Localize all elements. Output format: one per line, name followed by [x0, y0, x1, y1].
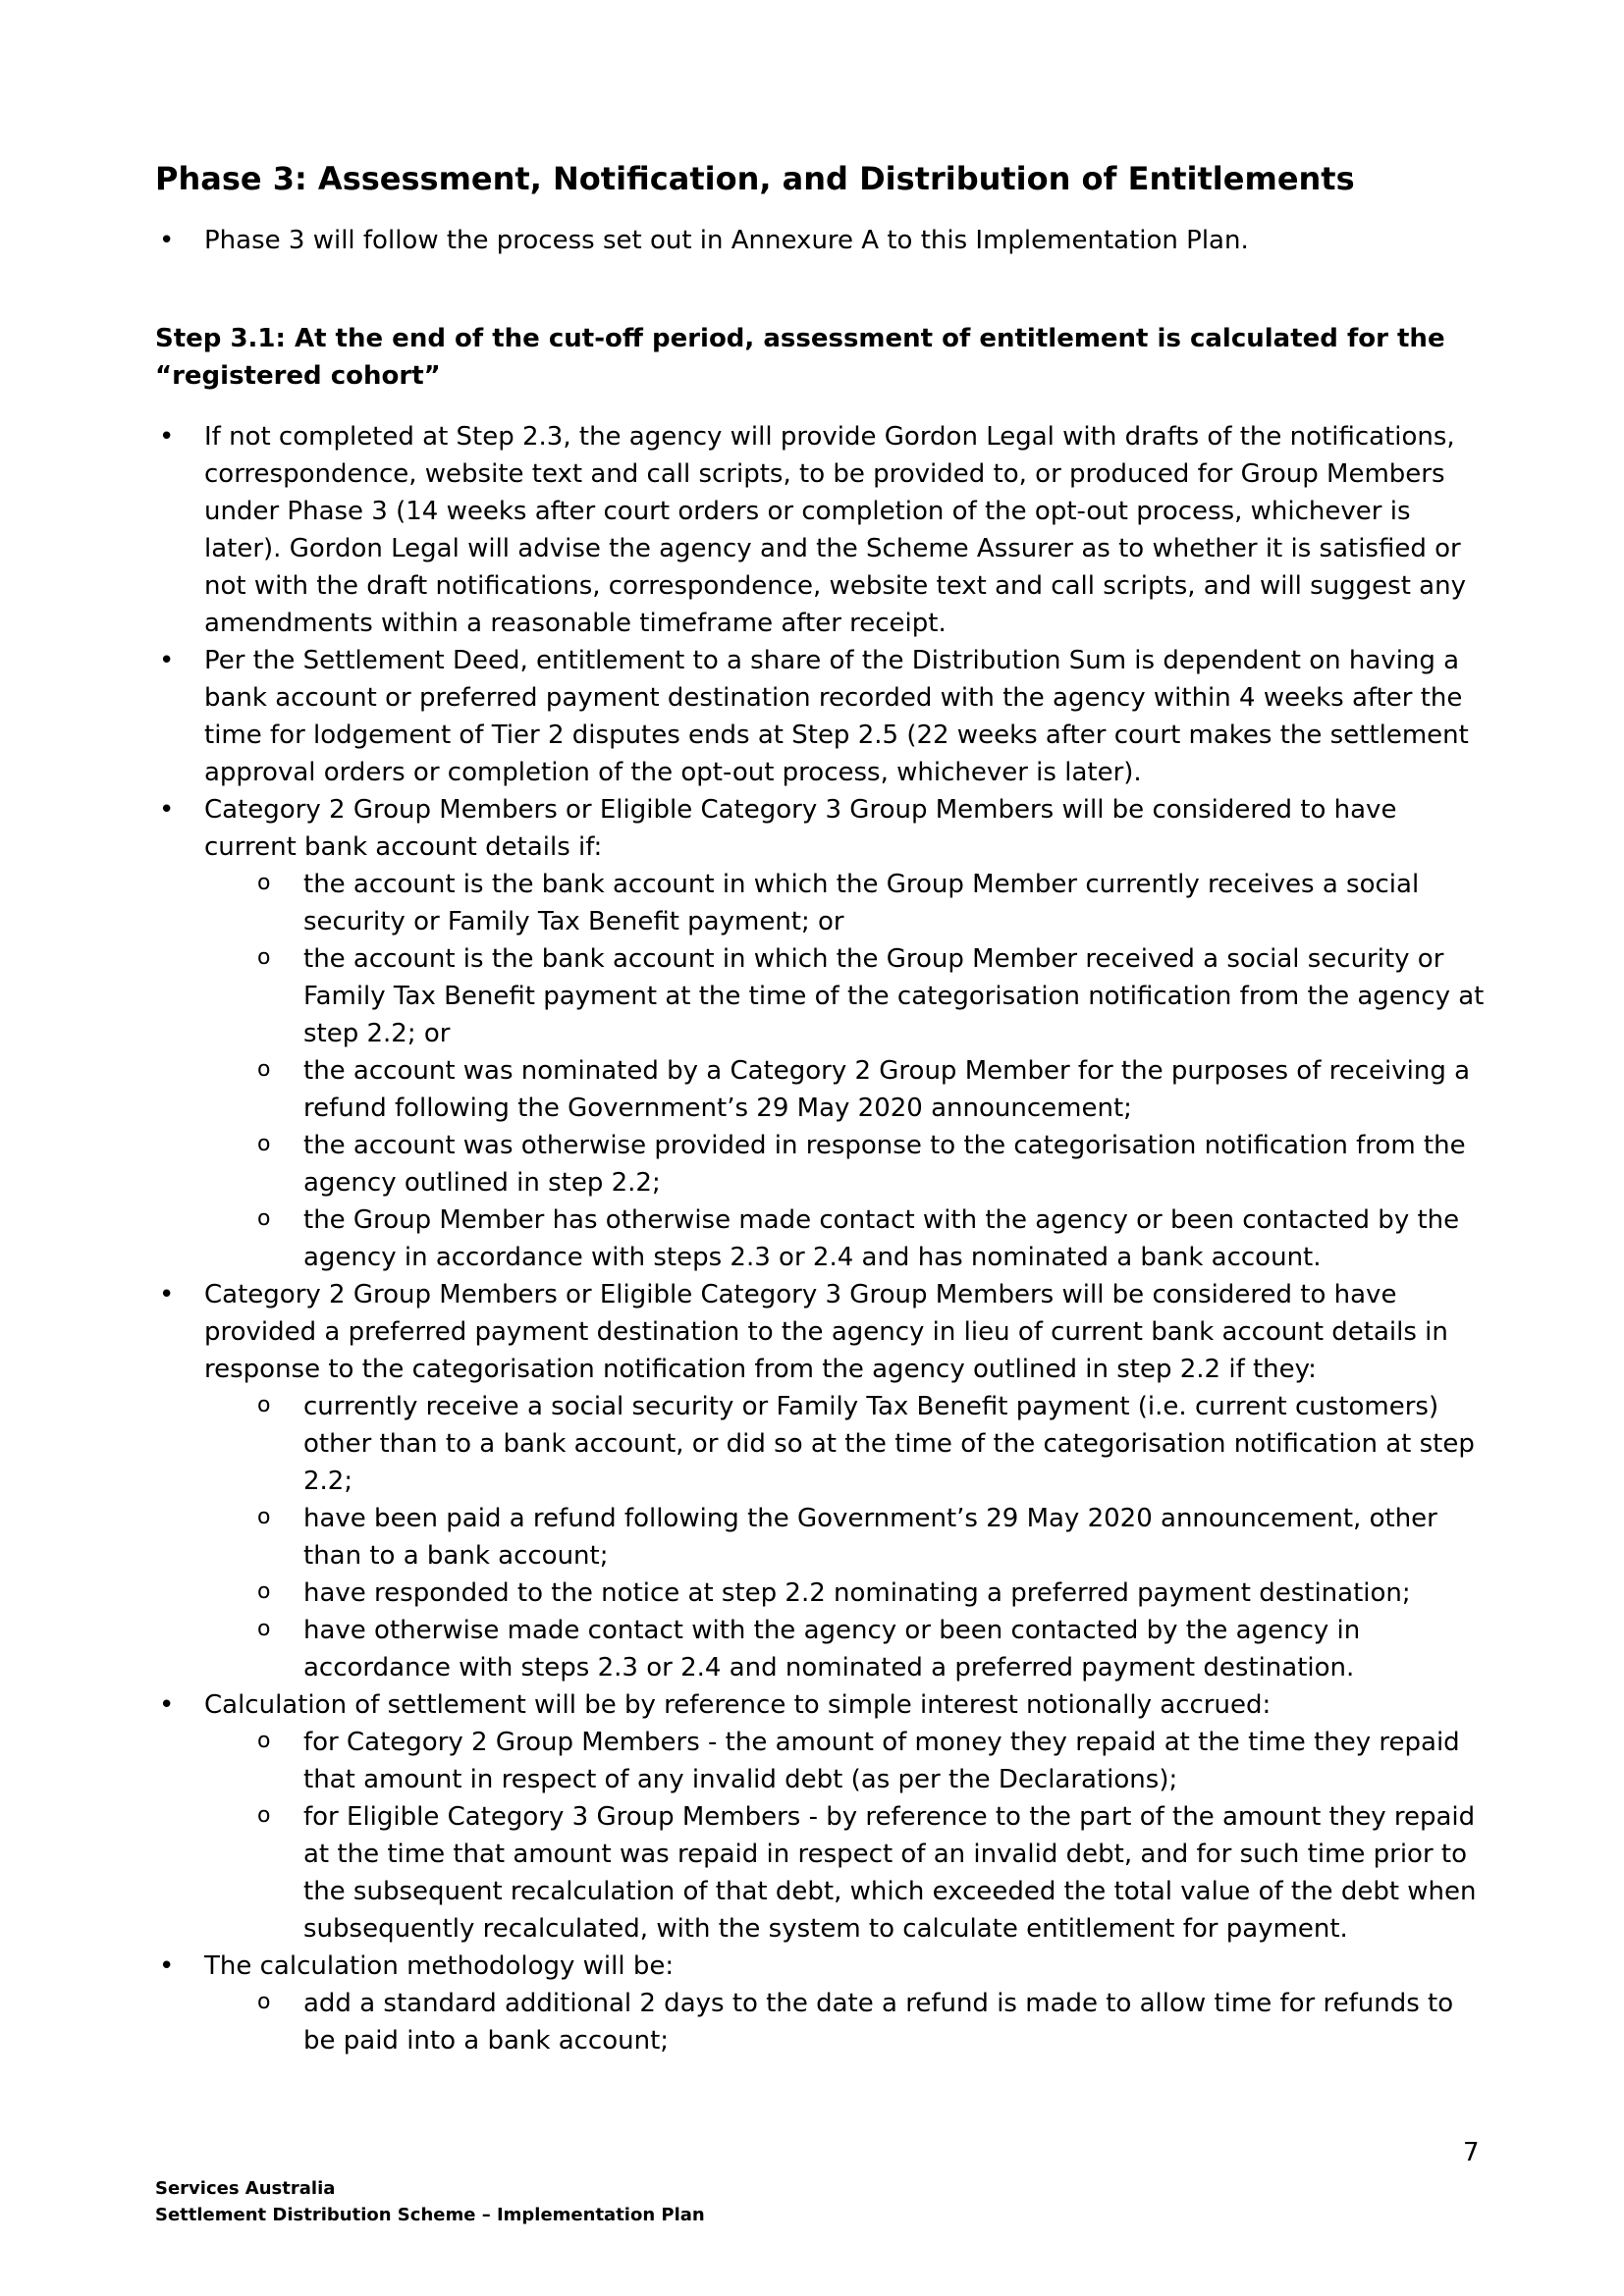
sub-list-item: o the account was otherwise provided in response to the categorisation notification from the agency outlined in step 2.2;	[204, 1127, 1490, 1201]
sub-list-item: o have otherwise made contact with the agency or been contacted by the agency in accordance with steps 2.3 or 2.4 and nominated a preferred payment destination.	[204, 1612, 1490, 1686]
sub-list	[204, 1985, 1490, 2059]
page-number: 7	[1463, 2138, 1480, 2167]
sub-list-item: o the Group Member has otherwise made contact with the agency or been contacted by the agency in accordance with steps 2.3 or 2.4 and has nominated a bank account.	[204, 1201, 1490, 1276]
page-content	[155, 159, 1490, 2059]
sub-list-item: o the account is the bank account in which the Group Member received a social security or Family Tax Benefit payment at the time of the categorisation notification from the agency at step 2.2; or	[204, 940, 1490, 1052]
footer	[155, 2175, 705, 2228]
sub-list-item: o add a standard additional 2 days to the date a refund is made to allow time for refunds to be paid into a bank account;	[204, 1985, 1490, 2059]
phase-bullet: • Phase 3 will follow the process set out in Annexure A to this Implementation Plan.	[155, 222, 1490, 259]
sub-list-item: o have been paid a refund following the Government’s 29 May 2020 announcement, other than to a bank account;	[204, 1500, 1490, 1575]
sub-list-item: o currently receive a social security or Family Tax Benefit payment (i.e. current customers) other than to a bank account, or did so at the time of the categorisation notification at step 2.2;	[204, 1388, 1490, 1500]
sub-list-item: o for Category 2 Group Members - the amount of money they repaid at the time they repaid that amount in respect of any invalid debt (as per the Declarations);	[204, 1724, 1490, 1798]
list-item	[155, 418, 1490, 642]
phase-heading: Phase 3: Assessment, Notification, and Distribution of Entitlements	[155, 160, 1355, 197]
list-item	[155, 791, 1490, 1276]
list-item	[155, 1686, 1490, 1948]
sub-list	[204, 1724, 1490, 1948]
sub-list-item: o for Eligible Category 3 Group Members - by reference to the part of the amount they repaid at the time that amount was repaid in respect of an invalid debt, and for such time prior to the subsequent recalculation of that debt, which exceeded the total value of the debt when subsequently recalculated, with the system to calculate entitlement for payment.	[204, 1798, 1490, 1948]
list-item-text: If not completed at Step 2.3, the agency will provide Gordon Legal with drafts of the notifications, correspondence, website text and call scripts, to be provided to, or produced for Group Members under Phase 3 (14 weeks after court orders or completion of the opt-out process, whichever is later). Gordon Legal will advise the agency and the Scheme Assurer as to whether it is satisfied or not with the draft notifications, correspondence, website text and call scripts, and will suggest any amendments within a reasonable timeframe after receipt.	[204, 421, 1466, 638]
spacer	[155, 259, 1490, 320]
footer-document-title: Settlement Distribution Scheme – Implementation Plan	[155, 2205, 705, 2225]
sub-list-item: o the account was nominated by a Category 2 Group Member for the purposes of receiving a refund following the Government’s 29 May 2020 announcement;	[204, 1052, 1490, 1127]
sub-list-item: o have responded to the notice at step 2.2 nominating a preferred payment destination;	[204, 1575, 1490, 1612]
list-item-text: Category 2 Group Members or Eligible Category 3 Group Members will be considered to have current bank account details if:	[204, 794, 1397, 862]
footer-organisation: Services Australia	[155, 2178, 336, 2199]
list-item-text: The calculation methodology will be:	[204, 1950, 675, 1981]
step-heading: Step 3.1: At the end of the cut-off period, assessment of entitlement is calculated for the “registered cohort”	[155, 323, 1445, 391]
list-item	[155, 1276, 1490, 1686]
step-bullet-list	[155, 418, 1490, 2059]
phase-bullet-list	[155, 222, 1490, 259]
sub-list	[204, 866, 1490, 1276]
list-item	[155, 642, 1490, 791]
sub-list-item: o the account is the bank account in which the Group Member currently receives a social security or Family Tax Benefit payment; or	[204, 866, 1490, 940]
list-item-text: Category 2 Group Members or Eligible Category 3 Group Members will be considered to have provided a preferred payment destination to the agency in lieu of current bank account details in response to the categorisation notification from the agency outlined in step 2.2 if they:	[204, 1279, 1448, 1384]
list-item-text: Per the Settlement Deed, entitlement to a share of the Distribution Sum is dependent on having a bank account or preferred payment destination recorded with the agency within 4 weeks after the time for lodgement of Tier 2 disputes ends at Step 2.5 (22 weeks after court makes the settlement approval orders or completion of the opt-out process, whichever is later).	[204, 645, 1469, 787]
list-item	[155, 1948, 1490, 2059]
sub-list	[204, 1388, 1490, 1686]
list-item-text: Calculation of settlement will be by reference to simple interest notionally accrued:	[204, 1689, 1272, 1720]
